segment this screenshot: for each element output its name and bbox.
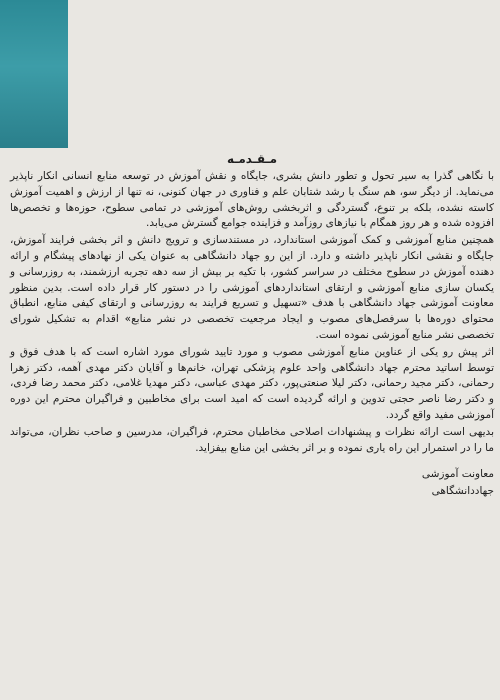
- paragraph-4: بدیهی است ارائه نظرات و پیشنهادات اصلاحی مخاطبان محترم، فراگیران، مدرسین و صاحب نظران، می‌تواند ما را در استمرار این راه یاری نموده و بر اثر بخشی این منابع بیفزاید.: [10, 425, 494, 454]
- document-page: [10, 152, 494, 500]
- paragraph-3: اثر پیش رو یکی از عناوین منابع آموزشی مصوب و مورد تایید شورای مورد اشاره است که با هدف فوق و توسط اساتید محترم جهاد دانشگاهی واحد علوم پزشکی تهران، خانم‌ها و آقایان دکتر مهدی آهمه، دکتر زهرا رحمانی، دکتر مجید رحمانی، دکتر لیلا صنعتی‌پور، دکتر مهدی عباسی، دکتر مهدیا غلامی، دکتر محمد رضا فردی، و دکتر رضا ناصر حجتی تدوین و ارائه گردیده است که امید است برای مخاطبین و فراگیران محترم این دوره آموزشی مفید واقع گردد.: [10, 345, 494, 421]
- signature-line-1: معاونت آموزشی: [421, 468, 494, 481]
- signature-line-2: جهاددانشگاهی: [431, 485, 494, 498]
- page-title: مـقـدمـه: [226, 152, 277, 166]
- paragraph-1: با نگاهی گذرا به سیر تحول و تطور دانش بشری، جایگاه و نقش آموزش در توسعه منابع انسانی انکار ناپذیر می‌نماید. از دیگر سو، هم سنگ با رشد شتابان علم و فناوری در جهان کنونی، نه تنها از ارزش و اهمیت آموزش کاسته نشده، بلکه بر تنوع، گستردگی و اثربخشی روش‌های آموزشی در تمامی سطوح، حوزه‌ها و تخصص‌ها افزوده شده و هر روز همگام با نیازهای روزآمد و فزاینده جوامع گسترش می‌یابد.: [10, 170, 494, 230]
- paragraph-2: همچنین منابع آموزشی و کمک آموزشی استاندارد، در مستندسازی و ترویج دانش و اثر بخشی فرایند آموزش، جایگاه و نقشی انکار ناپذیر داشته و دارد. از این رو جهاد دانشگاهی به عنوان یکی از نهادهای پیشگام و ارائه دهنده آموزش در سطوح مختلف در سراسر کشور، با تکیه بر بیش از سه دهه تجربه ارزشمند، به روزرسانی و یکسان سازی منابع آموزشی و ارتقای استانداردهای آموزشی را در دستور کار قرار داده است. بدین منظور معاونت آموزشی جهاد دانشگاهی با هدف «تسهیل و تسریع فرایند به روزرسانی و ارتقای کیفی منابع، انطباق محتوای دوره‌ها با سرفصل‌های مصوب و ایجاد مرجعیت تخصصی در نشر منابع» اقدام به تشکیل شورای تخصصی نشر منابع آموزشی نموده است.: [10, 234, 494, 341]
- signature-block: [10, 466, 494, 500]
- cover-color-block: [0, 0, 68, 148]
